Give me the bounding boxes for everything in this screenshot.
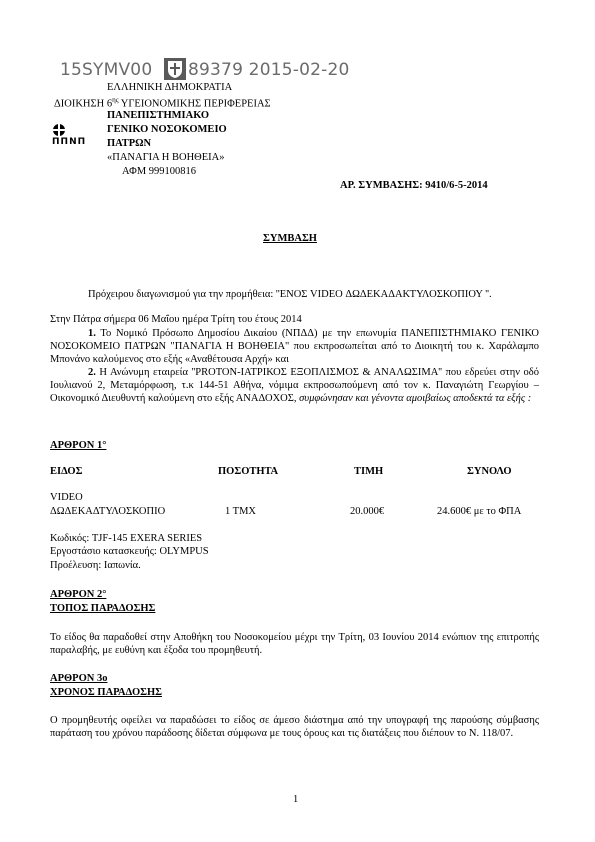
contract-number: ΑΡ. ΣΥΜΒΑΣΗΣ: 9410/6-5-2014 <box>340 180 488 191</box>
hospital-name-2: ΓΕΝΙΚΟ ΝΟΣΟΚΟΜΕΙΟ <box>107 124 227 135</box>
page-number: 1 <box>293 794 299 805</box>
article-3-text: Ο προμηθευτής οφείλει να παραδώσει το είδος σε άμεσο διάστημα από την υπογραφή της παρούσης σύμβασης παράταση του χρόνου παράδοσης δίδεται σύμφωνα με τους όρους και τις διατάξεις που διέπουν το Ν. 118/07. <box>50 715 539 739</box>
hospital-afm: ΑΦΜ 999100816 <box>122 166 197 177</box>
hospital-name-1: ΠΑΝΕΠΙΣΤΗΜΙΑΚΟ <box>107 110 210 121</box>
item-total: 24.600€ με το ΦΠΑ <box>437 506 522 517</box>
header-authority: ΔΙΟΙΚΗΣΗ $6^{\eta\varsigma}$ ΥΓΕΙΟΝΟΜΙΚΗΣ ΠΕΡΙΦΕΡΕΙΑΣ <box>54 96 271 110</box>
article-2-subtitle: ΤΟΠΟΣ ΠΑΡΑΔΟΣΗΣ <box>50 603 156 614</box>
hospital-logo <box>52 123 86 151</box>
item-name-line-2: ΔΩΔΕΚΑΔΤΥΛΟΣΚΟΠΙΟ <box>50 506 166 517</box>
hospital-name-4: «ΠΑΝΑΓΙΑ Η ΒΟΗΘΕΙΑ» <box>107 152 225 163</box>
article-2-text: Το είδος θα παραδοθεί στην Αποθήκη του Νοσοκομείου μέχρι την Τρίτη, 03 Ιουνίου 2014 ενώπιον της επιτροπής παραλαβής, με ευθύνη και έξοδα του προμηθευτή. <box>50 632 539 656</box>
article-3-subtitle: ΧΡΟΝΟΣ ΠΑΡΑΔΟΣΗΣ <box>50 687 163 698</box>
stamp-text-left: 15SYMV00 <box>60 60 153 80</box>
table-header-price: ΤΙΜΗ <box>354 466 384 477</box>
item-code: Κωδικός: TJF-145 EXERA SERIES <box>50 533 203 544</box>
item-origin: Προέλευση: Ιαπωνία. <box>50 560 141 571</box>
stamp-text-right: 89379 2015-02-20 <box>188 60 350 80</box>
intro-paragraph-1: Πρόχειρου διαγωνισμού για την προμήθεια: ''ΕΝΟΣ VIDEO ΔΩΔΕΚΑΔΑΚΤΥΛΟΣΚΟΠΙΟΥ ''. <box>88 289 492 300</box>
intro-date-line: Στην Πάτρα σήμερα 06 Μαΐου ημέρα Τρίτη του έτους 2014 <box>50 314 302 325</box>
item-price: 20.000€ <box>350 506 385 517</box>
table-header-item: ΕΙΔΟΣ <box>50 466 83 477</box>
table-header-total: ΣΥΝΟΛΟ <box>467 466 512 477</box>
document-title: ΣΥΜΒΑΣΗ <box>263 233 317 244</box>
intro-paragraph-4: 2. Η Ανώνυμη εταιρεία ''PROTON-ΙΑΤΡΙΚΟΣ ΕΞΟΠΛΙΣΜΟΣ & ΑΝΑΛΩΣΙΜΑ'' που εδρεύει στην οδό Ιουλιανού 2, Μεταμόρφωση, τ.κ 144-51 Αθήνα, νόμιμα εκπροσωπούμενη από τον κ. Παναγιώτη Γεωργίου – Οικονομικό Διευθυντή καλούμενη στο εξής ΑΝΑΔΟΧΟΣ, συμφώνησαν και γένοντα αμοιβαίως αποδεκτά τα εξής : <box>50 367 539 404</box>
hospital-logo-text: ΠΠΝΠ <box>52 137 87 147</box>
hospital-name-3: ΠΑΤΡΩΝ <box>107 138 152 149</box>
item-factory: Εργοστάσιο κατασκευής: OLYMPUS <box>50 546 209 557</box>
article-1-title: ΑΡΘΡΟΝ 1° <box>50 440 107 451</box>
item-quantity: 1 ΤΜΧ <box>225 506 257 517</box>
table-header-quantity: ΠΟΣΟΤΗΤΑ <box>218 466 279 477</box>
greek-emblem-icon <box>164 58 186 80</box>
item-name-line-1: VIDEO <box>50 492 83 503</box>
header-republic: ΕΛΛΗΝΙΚΗ ΔΗΜΟΚΡΑΤΙΑ <box>107 82 233 93</box>
article-3-title: ΑΡΘΡΟΝ 3ο <box>50 673 108 684</box>
intro-paragraph-3: 1. Το Νομικό Πρόσωπο Δημοσίου Δικαίου (ΝΠΔΔ) με την επωνυμία ΠΑΝΕΠΙΣΤΗΜΙΑΚΟ ΓΕΝΙΚΟ ΝΟΣΟΚΟΜΕΙΟ ΠΑΤΡΩΝ "ΠΑΝΑΓΙΑ Η ΒΟΗΘΕΙΑ" που εκπροσωπείται από το Διοικητή του κ. Χαράλαμπο Μπονάνο καλούμενος στο εξής «Αναθέτουσα Αρχή» και <box>50 328 539 365</box>
article-2-title: ΑΡΘΡΟΝ 2° <box>50 589 107 600</box>
